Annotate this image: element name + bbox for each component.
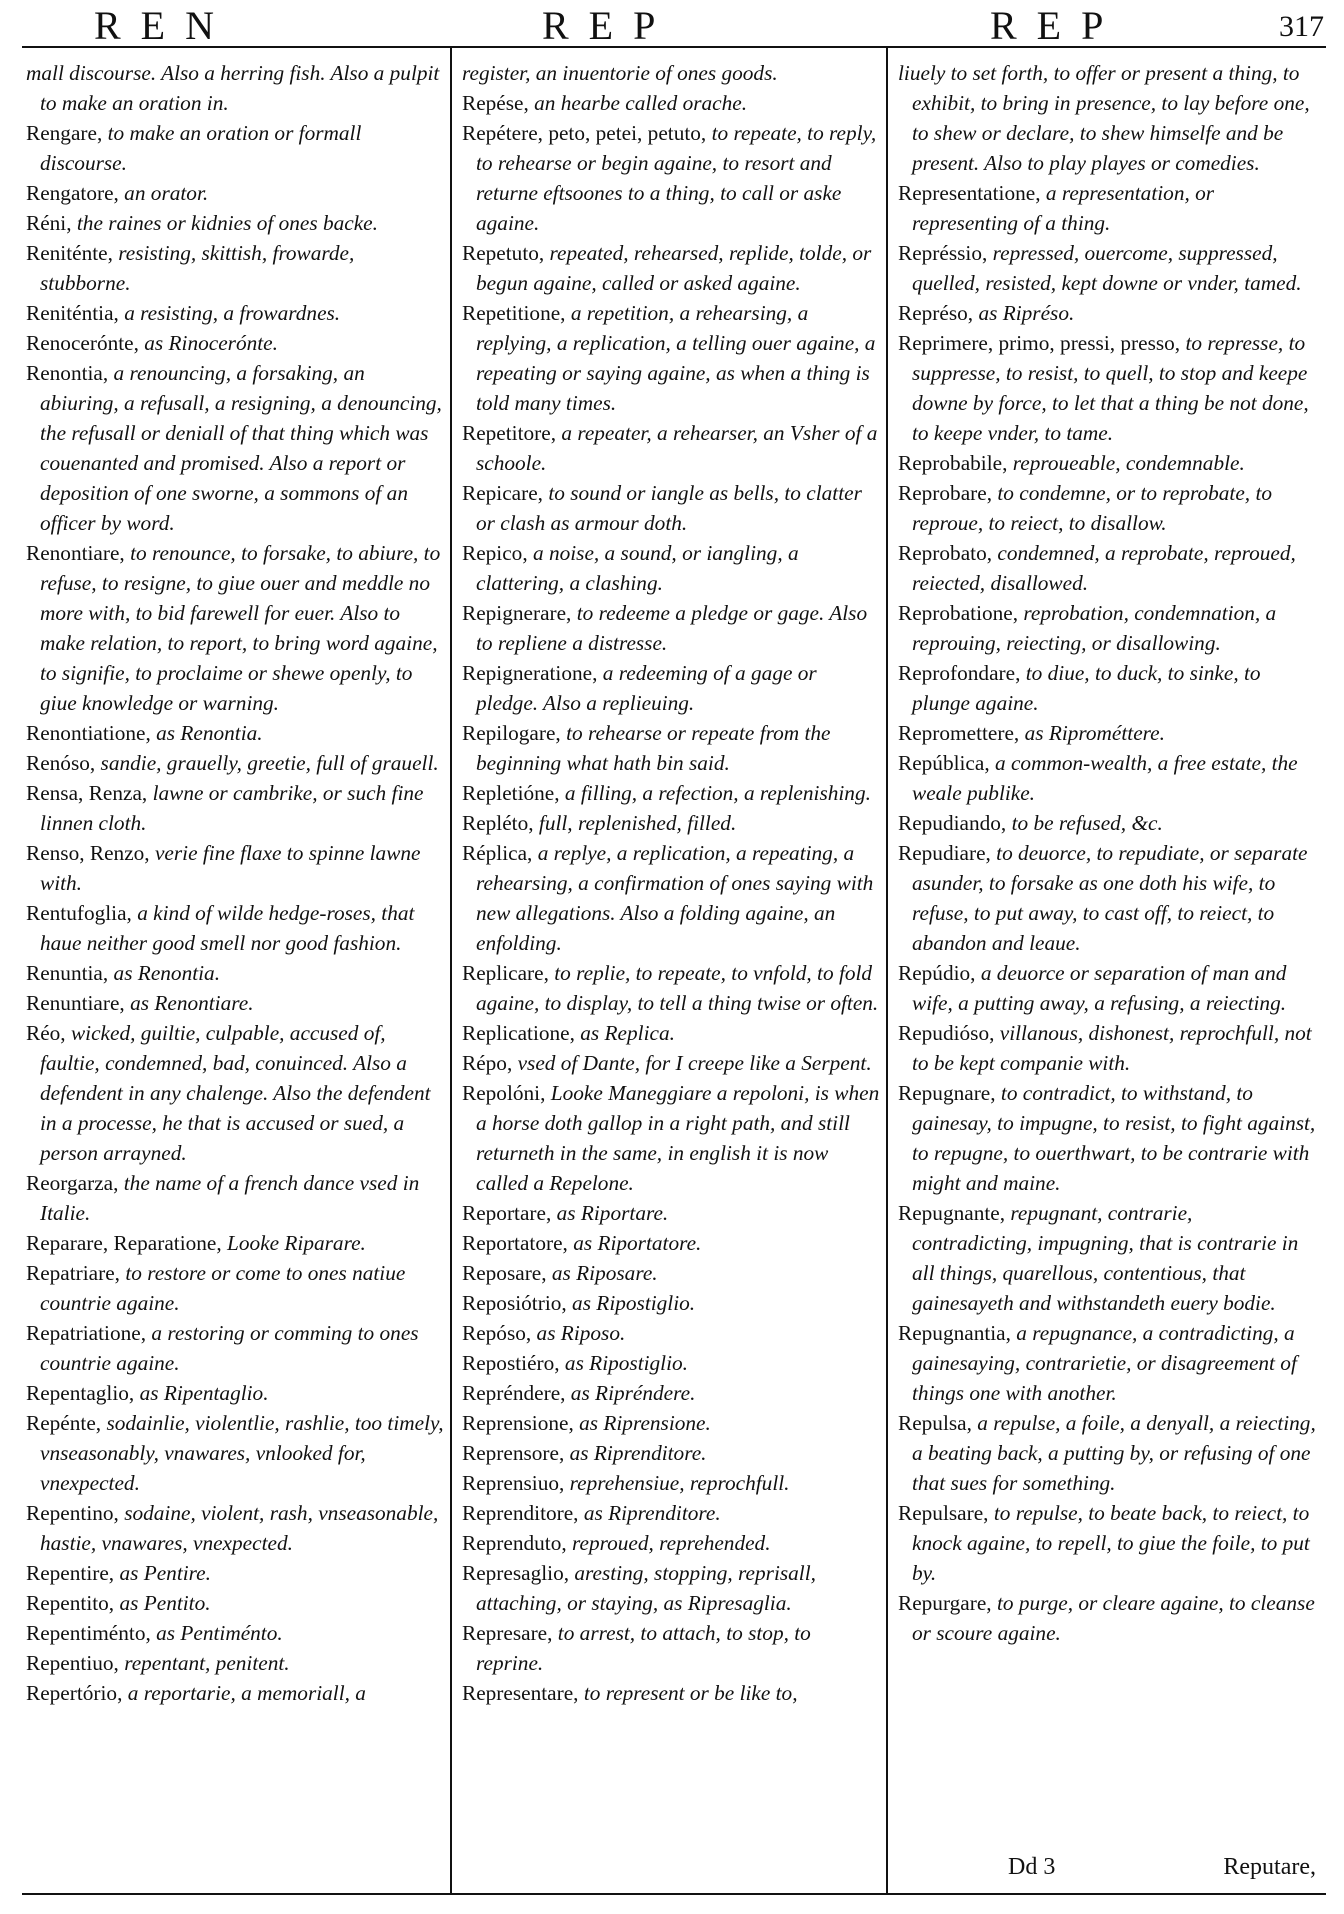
entry-headword: Reprimere, primo, pressi, presso,: [898, 331, 1181, 355]
entry-definition: a repetition, a rehearsing, a replying, a replication, a telling ouer againe, a repeating or saying againe, as when a thing is told many times.: [476, 301, 876, 415]
entry-definition: as Replica.: [580, 1021, 675, 1045]
dictionary-entry: [898, 958, 1316, 1018]
dictionary-entry: [898, 538, 1316, 598]
entry-headword: Repico,: [462, 541, 528, 565]
entry-headword: Repulsare,: [898, 1501, 989, 1525]
entry-headword: Repénte,: [26, 1411, 102, 1435]
dictionary-entry: [462, 658, 880, 718]
dictionary-entry: [898, 658, 1316, 718]
entry-headword: Repése,: [462, 91, 529, 115]
entry-definition: mall discourse. Also a herring fish. Also a pulpit to make an oration in.: [26, 61, 440, 115]
entry-headword: Repolóni,: [462, 1081, 546, 1105]
entry-definition: as Pentito.: [119, 1591, 211, 1615]
entry-headword: Rengatore,: [26, 181, 119, 205]
entry-headword: Repetitione,: [462, 301, 566, 325]
dictionary-entry: [26, 958, 444, 988]
entry-headword: Repentito,: [26, 1591, 115, 1615]
dictionary-entry: [462, 598, 880, 658]
entry-definition: sodaine, violent, rash, vnseasonable, hastie, vnawares, vnexpected.: [40, 1501, 439, 1555]
entry-headword: Repulsa,: [898, 1411, 972, 1435]
dictionary-entry: [898, 178, 1316, 238]
dictionary-entry: [898, 1018, 1316, 1078]
entry-definition: as Renontia.: [156, 721, 263, 745]
entry-headword: Repicare,: [462, 481, 543, 505]
entry-headword: Renontiare,: [26, 541, 125, 565]
entry-definition: repressed, ouercome, suppressed, quelled, resisted, kept downe or vnder, tamed.: [912, 241, 1302, 295]
entry-headword: Reniténte,: [26, 241, 113, 265]
entry-headword: Renocerónte,: [26, 331, 139, 355]
entry-definition: to condemne, or to reprobate, to reproue, to reiect, to disallow.: [912, 481, 1273, 535]
entry-headword: Répo,: [462, 1051, 513, 1075]
entry-headword: Reorgarza,: [26, 1171, 119, 1195]
entry-headword: Repétere, peto, petei, petuto,: [462, 121, 707, 145]
entry-definition: as Riprenditore.: [583, 1501, 721, 1525]
column-divider: [450, 46, 452, 1893]
entry-headword: Represare,: [462, 1621, 553, 1645]
dictionary-entry: [26, 208, 444, 238]
entry-definition: as Ripostiglio.: [564, 1351, 688, 1375]
entry-definition: to arrest, to attach, to stop, to reprine.: [476, 1621, 811, 1675]
entry-definition: reprehensiue, reprochfull.: [569, 1471, 790, 1495]
entry-headword: Repatriare,: [26, 1261, 121, 1285]
entry-headword: Rengare,: [26, 121, 103, 145]
dictionary-entry: [26, 118, 444, 178]
entry-definition: a common-wealth, a free estate, the weale publike.: [912, 751, 1298, 805]
dictionary-entry: [26, 748, 444, 778]
entry-headword: Reprensione,: [462, 1411, 574, 1435]
entry-definition: as Riposare.: [551, 1261, 658, 1285]
dictionary-entry: [462, 1618, 880, 1678]
dictionary-entry: [462, 1498, 880, 1528]
entry-headword: Reposare,: [462, 1261, 547, 1285]
dictionary-entry: [898, 748, 1316, 808]
entry-headword: República,: [898, 751, 990, 775]
entry-headword: Repugnante,: [898, 1201, 1006, 1225]
entry-headword: Représo,: [898, 301, 974, 325]
dictionary-entry: [462, 298, 880, 418]
entry-definition: to diue, to duck, to sinke, to plunge againe.: [912, 661, 1261, 715]
entry-definition: resisting, skittish, frowarde, stubborne.: [40, 241, 355, 295]
entry-headword: Rentufoglia,: [26, 901, 132, 925]
entry-definition: an orator.: [124, 181, 209, 205]
entry-headword: Repletióne,: [462, 781, 560, 805]
entry-headword: Repentaglio,: [26, 1381, 135, 1405]
dictionary-entry: [26, 358, 444, 538]
entry-definition: a representation, or representing of a thing.: [912, 181, 1215, 235]
entry-headword: Reprofondare,: [898, 661, 1021, 685]
page-number: 317: [1279, 10, 1324, 43]
column-3: [898, 58, 1316, 1648]
entry-definition: an hearbe called orache.: [534, 91, 748, 115]
dictionary-entry: [26, 298, 444, 328]
dictionary-entry: [26, 1408, 444, 1498]
dictionary-entry: [462, 88, 880, 118]
entry-headword: Repatriatione,: [26, 1321, 147, 1345]
entry-headword: Represaglio,: [462, 1561, 570, 1585]
entry-headword: Renóso,: [26, 751, 96, 775]
entry-headword: Repugnantia,: [898, 1321, 1011, 1345]
entry-definition: as Pentire.: [119, 1561, 211, 1585]
dictionary-entry: [26, 898, 444, 958]
dictionary-entry: [26, 58, 444, 118]
dictionary-entry: [26, 718, 444, 748]
dictionary-entry: [26, 778, 444, 838]
entry-definition: as Riprométtere.: [1024, 721, 1165, 745]
dictionary-entry: [462, 1678, 880, 1708]
entry-definition: to restore or come to ones natiue countrie againe.: [40, 1261, 406, 1315]
dictionary-entry: [462, 118, 880, 238]
entry-headword: Replicare,: [462, 961, 549, 985]
entry-definition: a deuorce or separation of man and wife, a putting away, a refusing, a reiecting.: [912, 961, 1287, 1015]
entry-definition: a resisting, a frowardnes.: [124, 301, 341, 325]
dictionary-entry: [26, 1018, 444, 1168]
entry-headword: Repentiménto,: [26, 1621, 151, 1645]
dictionary-entry: [898, 328, 1316, 448]
entry-definition: lawne or cambrike, or such fine linnen cloth.: [40, 781, 424, 835]
entry-headword: Reparare, Reparatione,: [26, 1231, 222, 1255]
entry-definition: wicked, guiltie, culpable, accused of, faultie, condemned, bad, conuinced. Also a defendent in any chalenge. Also the defendent in a processe, he that is accused or sued, a person arrayned.: [40, 1021, 431, 1165]
entry-definition: repentant, penitent.: [124, 1651, 290, 1675]
entry-headword: Reniténtia,: [26, 301, 119, 325]
entry-definition: reproued, reprehended.: [572, 1531, 771, 1555]
entry-headword: Repilogare,: [462, 721, 561, 745]
entry-headword: Renontiatione,: [26, 721, 151, 745]
entry-definition: Looke Maneggiare a repoloni, is when a horse doth gallop in a right path, and still returneth in the same, in english it is now called a Repelone.: [476, 1081, 880, 1195]
entry-definition: the name of a french dance vsed in Italie.: [40, 1171, 420, 1225]
dictionary-entry: [462, 1018, 880, 1048]
entry-definition: as Riposo.: [536, 1321, 626, 1345]
page-footer: [898, 1854, 1316, 1886]
entry-headword: Representatione,: [898, 181, 1041, 205]
entry-headword: Repetuto,: [462, 241, 545, 265]
entry-headword: Renontia,: [26, 361, 109, 385]
header-middle-word: REP: [542, 3, 676, 48]
entry-headword: Repentiuo,: [26, 1651, 119, 1675]
entry-definition: a kind of wilde hedge-roses, that haue neither good smell nor good fashion.: [40, 901, 415, 955]
signature-mark: Dd 3: [1008, 1854, 1056, 1880]
entry-definition: Looke Riparare.: [227, 1231, 366, 1255]
entry-definition: full, replenished, filled.: [538, 811, 737, 835]
entry-definition: as Ripentaglio.: [139, 1381, 269, 1405]
entry-headword: Reportatore,: [462, 1231, 568, 1255]
entry-definition: to redeeme a pledge or gage. Also to repliene a distresse.: [476, 601, 868, 655]
entry-headword: Repertório,: [26, 1681, 123, 1705]
dictionary-entry: [462, 1408, 880, 1438]
entry-definition: as Pentiménto.: [156, 1621, 283, 1645]
entry-definition: to rehearse or repeate from the beginning what hath bin said.: [476, 721, 831, 775]
entry-definition: as Ripostiglio.: [572, 1291, 696, 1315]
entry-headword: Réplica,: [462, 841, 533, 865]
column-divider: [886, 46, 888, 1893]
entry-definition: condemned, a reprobate, reproued, reiected, disallowed.: [912, 541, 1296, 595]
entry-definition: a redeeming of a gage or pledge. Also a replieuing.: [476, 661, 817, 715]
entry-definition: as Riprenditore.: [569, 1441, 707, 1465]
entry-definition: to represent or be like to,: [583, 1681, 798, 1705]
footer-rule: [22, 1893, 1326, 1895]
dictionary-entry: [898, 1588, 1316, 1648]
dictionary-entry: [26, 1318, 444, 1378]
entry-definition: a renouncing, a forsaking, an abiuring, a refusall, a resigning, a denouncing, the refusall or deniall of that thing which was couenanted and promised. Also a report or deposition of one sworne, a sommons of an officer by word.: [40, 361, 442, 535]
entry-headword: Reprobato,: [898, 541, 993, 565]
dictionary-entry: [462, 418, 880, 478]
entry-headword: Représsio,: [898, 241, 988, 265]
entry-definition: a repugnance, a contradicting, a gainesaying, contrarietie, or disagreement of things one with another.: [912, 1321, 1297, 1405]
entry-definition: verie fine flaxe to spinne lawne with.: [40, 841, 421, 895]
entry-definition: as Renontia.: [113, 961, 221, 985]
entry-definition: as Ripréso.: [978, 301, 1075, 325]
dictionary-entry: [462, 838, 880, 958]
entry-headword: Reprenditore,: [462, 1501, 579, 1525]
dictionary-entry: [898, 1318, 1316, 1408]
entry-definition: as Riportatore.: [573, 1231, 702, 1255]
entry-definition: to replie, to repeate, to vnfold, to fold againe, to display, to tell a thing twise or often.: [476, 961, 879, 1015]
entry-headword: Repugnare,: [898, 1081, 996, 1105]
dictionary-entry: [462, 958, 880, 1018]
entry-definition: as Rinocerónte.: [144, 331, 278, 355]
dictionary-entry: [26, 1258, 444, 1318]
entry-headword: Reprenduto,: [462, 1531, 567, 1555]
dictionary-entry: [898, 838, 1316, 958]
entry-definition: repugnant, contrarie, contradicting, impugning, that is contrarie in all things, quarellous, contentious, that gainesayeth and withstandeth euery bodie.: [912, 1201, 1299, 1315]
entry-definition: to deuorce, to repudiate, or separate asunder, to forsake as one doth his wife, to refuse, to put away, to cast off, to reiect, to abandon and leaue.: [912, 841, 1308, 955]
dictionary-entry: [462, 478, 880, 538]
entry-headword: Reportare,: [462, 1201, 552, 1225]
dictionary-entry: [26, 178, 444, 208]
entry-definition: register, an inuentorie of ones goods.: [462, 61, 778, 85]
entry-headword: Repudiando,: [898, 811, 1007, 835]
entry-definition: to sound or iangle as bells, to clatter or clash as armour doth.: [476, 481, 862, 535]
entry-definition: a repeater, a rehearser, an Vsher of a schoole.: [476, 421, 878, 475]
dictionary-entry: [462, 538, 880, 598]
entry-headword: Reprensiuo,: [462, 1471, 565, 1495]
entry-definition: aresting, stopping, reprisall, attaching, or staying, as Ripresaglia.: [476, 1561, 816, 1615]
entry-headword: Renuntiare,: [26, 991, 125, 1015]
dictionary-entry: [898, 718, 1316, 748]
entry-headword: Repignerare,: [462, 601, 572, 625]
column-2: [462, 58, 880, 1708]
dictionary-entry: [462, 1078, 880, 1198]
dictionary-entry: [462, 1468, 880, 1498]
dictionary-entry: [26, 538, 444, 718]
entry-definition: reprobation, condemnation, a reprouing, reiecting, or disallowing.: [912, 601, 1277, 655]
entry-definition: liuely to set forth, to offer or present a thing, to exhibit, to bring in presence, to lay before one, to shew or declare, to shew himselfe and be present. Also to play playes or comedies.: [898, 61, 1310, 175]
dictionary-entry: [26, 838, 444, 898]
dictionary-entry: [26, 1498, 444, 1558]
dictionary-entry: [26, 1168, 444, 1228]
entry-headword: Réo,: [26, 1021, 66, 1045]
dictionary-entry: [462, 1528, 880, 1558]
catchword: Reputare,: [1223, 1854, 1316, 1880]
entry-definition: a noise, a sound, or iangling, a clattering, a clashing.: [476, 541, 799, 595]
dictionary-entry: [898, 448, 1316, 478]
entry-headword: Renuntia,: [26, 961, 109, 985]
entry-definition: as Riprensione.: [579, 1411, 711, 1435]
entry-definition: to purge, or cleare againe, to cleanse or scoure againe.: [912, 1591, 1315, 1645]
entry-headword: Repostiéro,: [462, 1351, 560, 1375]
entry-definition: a repulse, a foile, a denyall, a reiecting, a beating back, a putting by, or refusing of one that sues for something.: [912, 1411, 1316, 1495]
dictionary-entry: [26, 1618, 444, 1648]
entry-definition: repeated, rehearsed, replide, tolde, or begun againe, called or asked againe.: [476, 241, 872, 295]
dictionary-entry: [26, 1588, 444, 1618]
entry-definition: sandie, grauelly, greetie, full of grauell.: [100, 751, 439, 775]
entry-definition: the raines or kidnies of ones backe.: [76, 211, 378, 235]
entry-definition: to contradict, to withstand, to gainesay, to impugne, to resist, to fight against, to repugne, to ouerthwart, to be contrarie with might and maine.: [912, 1081, 1316, 1195]
dictionary-entry: [462, 1288, 880, 1318]
dictionary-entry: [26, 1678, 444, 1708]
entry-definition: to represse, to suppresse, to resist, to quell, to stop and keepe downe by force, to let that a thing be not done, to keepe vnder, to tame.: [912, 331, 1309, 445]
entry-headword: Repetitore,: [462, 421, 557, 445]
header-left-word: REN: [94, 3, 234, 48]
entry-headword: Repentire,: [26, 1561, 115, 1585]
entry-definition: to make an oration or formall discourse.: [40, 121, 362, 175]
entry-definition: as Riportare.: [556, 1201, 669, 1225]
entry-definition: as Renontiare.: [130, 991, 254, 1015]
dictionary-entry: [462, 1228, 880, 1258]
entry-definition: to repeate, to reply, to rehearse or begin againe, to resort and returne eftsoones to a thing, to call or aske againe.: [476, 121, 877, 235]
dictionary-entry: [462, 1378, 880, 1408]
dictionary-entry: [462, 238, 880, 298]
entry-definition: to repulse, to beate back, to reiect, to knock againe, to repell, to giue the foile, to put by.: [912, 1501, 1310, 1585]
dictionary-entry: [898, 478, 1316, 538]
dictionary-entry: [898, 598, 1316, 658]
column-1: [26, 58, 444, 1708]
dictionary-entry: [898, 1498, 1316, 1588]
entry-headword: Repudiare,: [898, 841, 991, 865]
dictionary-entry: [462, 1558, 880, 1618]
dictionary-entry: [462, 1438, 880, 1468]
entry-headword: Repléto,: [462, 811, 534, 835]
entry-headword: Repréndere,: [462, 1381, 566, 1405]
entry-definition: a replye, a replication, a repeating, a rehearsing, a confirmation of ones saying with new allegations. Also a folding againe, an enfolding.: [476, 841, 874, 955]
entry-definition: reproueable, condemnable.: [1012, 451, 1245, 475]
dictionary-entry: [462, 1258, 880, 1288]
dictionary-entry: [462, 1198, 880, 1228]
entry-definition: villanous, dishonest, reprochfull, not to be kept companie with.: [912, 1021, 1312, 1075]
dictionary-entry: [26, 328, 444, 358]
dictionary-entry: [462, 778, 880, 808]
entry-headword: Repóso,: [462, 1321, 532, 1345]
entry-definition: to renounce, to forsake, to abiure, to refuse, to resigne, to giue ouer and meddle no more with, to bid farewell for euer. Also to make relation, to report, to bring word againe, to signifie, to proclaime or shewe openly, to giue knowledge or warning.: [40, 541, 441, 715]
dictionary-entry: [26, 238, 444, 298]
dictionary-entry: [898, 58, 1316, 178]
running-header: [22, 0, 1324, 46]
dictionary-entry: [898, 298, 1316, 328]
dictionary-entry: [898, 238, 1316, 298]
dictionary-entry: [898, 808, 1316, 838]
entry-headword: Repurgare,: [898, 1591, 992, 1615]
dictionary-entry: [462, 58, 880, 88]
dictionary-entry: [26, 1228, 444, 1258]
entry-headword: Reposiótrio,: [462, 1291, 567, 1315]
dictionary-entry: [26, 1558, 444, 1588]
entry-headword: Reprensore,: [462, 1441, 565, 1465]
dictionary-entry: [462, 808, 880, 838]
entry-definition: sodainlie, violentlie, rashlie, too timely, vnseasonably, vnawares, vnlooked for, vnexpected.: [40, 1411, 444, 1495]
entry-headword: Rensa, Renza,: [26, 781, 148, 805]
dictionary-entry: [26, 1648, 444, 1678]
dictionary-entry: [26, 1378, 444, 1408]
entry-headword: Repigneratione,: [462, 661, 598, 685]
dictionary-entry: [462, 718, 880, 778]
entry-definition: a reportarie, a memoriall, a: [127, 1681, 366, 1705]
dictionary-entry: [898, 1198, 1316, 1318]
entry-definition: a restoring or comming to ones countrie againe.: [40, 1321, 419, 1375]
entry-headword: Réni,: [26, 211, 72, 235]
entry-headword: Repromettere,: [898, 721, 1020, 745]
entry-headword: Reprobabile,: [898, 451, 1008, 475]
entry-headword: Repudióso,: [898, 1021, 995, 1045]
entry-headword: Replicatione,: [462, 1021, 575, 1045]
dictionary-entry: [26, 988, 444, 1018]
entry-definition: as Ripréndere.: [570, 1381, 696, 1405]
header-rule: [22, 46, 1326, 48]
entry-definition: a filling, a refection, a replenishing.: [564, 781, 871, 805]
header-right-word: REP: [990, 3, 1124, 48]
entry-headword: Reprobatione,: [898, 601, 1019, 625]
entry-headword: Representare,: [462, 1681, 579, 1705]
entry-headword: Reprobare,: [898, 481, 993, 505]
dictionary-entry: [462, 1048, 880, 1078]
entry-headword: Repúdio,: [898, 961, 976, 985]
entry-definition: vsed of Dante, for I creepe like a Serpent.: [517, 1051, 872, 1075]
entry-definition: to be refused, &c.: [1011, 811, 1163, 835]
dictionary-entry: [898, 1078, 1316, 1198]
dictionary-entry: [462, 1318, 880, 1348]
dictionary-entry: [462, 1348, 880, 1378]
entry-headword: Renso, Renzo,: [26, 841, 150, 865]
dictionary-entry: [898, 1408, 1316, 1498]
entry-headword: Repentino,: [26, 1501, 119, 1525]
